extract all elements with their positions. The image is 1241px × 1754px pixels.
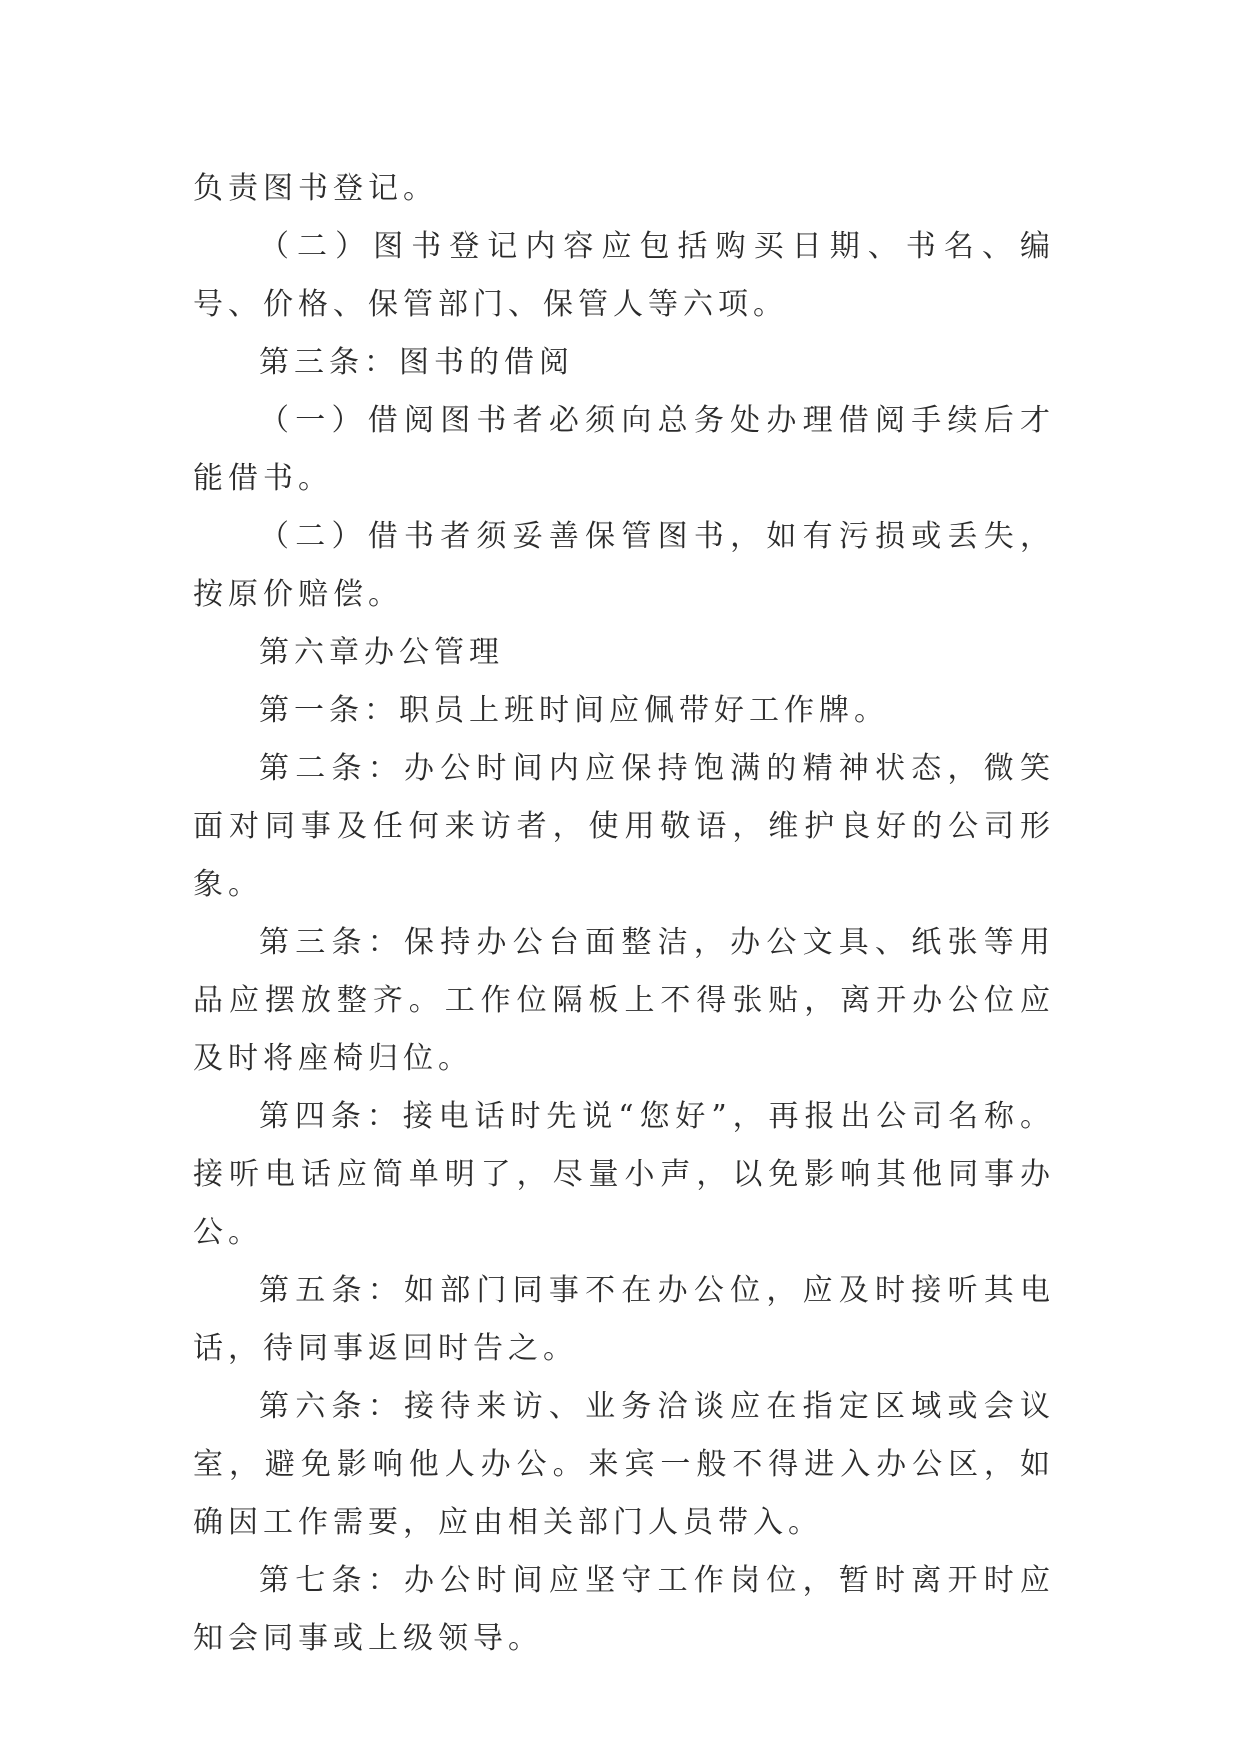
chapter-heading-office-management: 第六章办公管理 (259, 635, 504, 670)
paragraph-continuation: 负责图书登记。 (193, 171, 438, 206)
document-body (193, 160, 1055, 1668)
article-7-stay-at-post: 第七条：办公时间应坚守工作岗位，暂时离开时应知会同事或上级领导。 (193, 1563, 1055, 1656)
paragraph-registration-content: （二）图书登记内容应包括购买日期、书名、编号、价格、保管部门、保管人等六项。 (193, 229, 1055, 322)
paragraph-borrowing-compensation: （二）借书者须妥善保管图书，如有污损或丢失，按原价赔偿。 (193, 519, 1055, 612)
article-3-desk-tidiness: 第三条：保持办公台面整洁，办公文具、纸张等用品应摆放整齐。工作位隔板上不得张贴，离开办公位应及时将座椅归位。 (193, 925, 1055, 1076)
article-6-visitors: 第六条：接待来访、业务洽谈应在指定区域或会议室，避免影响他人办公。来宾一般不得进入办公区，如确因工作需要，应由相关部门人员带入。 (193, 1389, 1055, 1540)
article-heading-borrowing: 第三条：图书的借阅 (259, 345, 574, 380)
article-5-answer-colleague-phone: 第五条：如部门同事不在办公位，应及时接听其电话，待同事返回时告之。 (193, 1273, 1055, 1366)
article-2-attitude: 第二条：办公时间内应保持饱满的精神状态，微笑面对同事及任何来访者，使用敬语，维护良好的公司形象。 (193, 751, 1055, 902)
paragraph-borrowing-procedure: （一）借阅图书者必须向总务处办理借阅手续后才能借书。 (193, 403, 1055, 496)
article-4-phone-etiquette: 第四条：接电话时先说“您好”，再报出公司名称。接听电话应简单明了，尽量小声，以免影响其他同事办公。 (193, 1099, 1055, 1250)
article-1-work-badge: 第一条：职员上班时间应佩带好工作牌。 (259, 693, 889, 728)
